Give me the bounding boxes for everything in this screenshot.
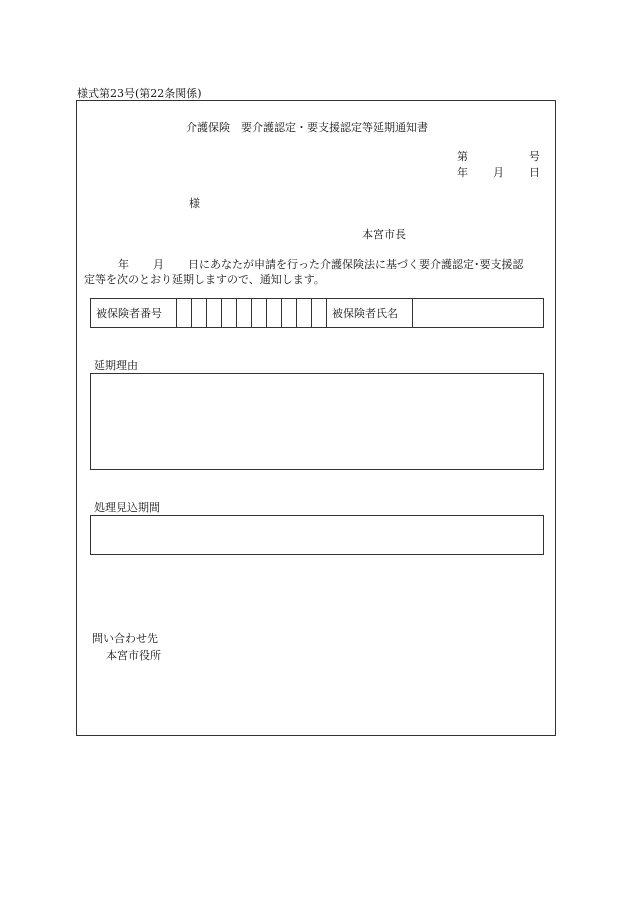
number-suffix: 号 (529, 150, 540, 163)
form-number: 様式第23号(第22条関係) (77, 87, 202, 100)
body-year-label: 年 (118, 258, 129, 271)
body-text: 日にあなたが申請を行った介護保険法に基づく要介護認定･要支援認 (188, 258, 524, 271)
reason-field[interactable] (90, 373, 544, 470)
contact-office: 本宮市役所 (106, 649, 161, 662)
body-month-label: 月 (153, 258, 164, 271)
insured-number-label: 被保険者番号 (91, 299, 177, 328)
insured-number-digit-cell[interactable] (252, 299, 267, 328)
insured-number-digit-cell[interactable] (222, 299, 237, 328)
insured-number-digit-cell[interactable] (312, 299, 327, 328)
issuer-name: 本宮市長 (362, 228, 406, 241)
notice-body-line-2: 定等を次のとおり延期しますので、通知します。 (84, 273, 325, 286)
insured-number-digit-cell[interactable] (282, 299, 297, 328)
addressee-suffix: 様 (189, 197, 200, 210)
insured-name-field[interactable] (413, 299, 544, 328)
reason-label: 延期理由 (94, 359, 138, 372)
insured-number-digit-cell[interactable] (192, 299, 207, 328)
date-day-label: 日 (529, 166, 540, 179)
insured-number-digit-cell[interactable] (297, 299, 312, 328)
insured-info-table (90, 298, 544, 328)
insured-name-label: 被保険者氏名 (327, 299, 413, 328)
date-month-label: 月 (493, 166, 504, 179)
insured-number-digit-cell[interactable] (237, 299, 252, 328)
document-title: 介護保険 要介護認定・要支援認定等延期通知書 (186, 121, 428, 134)
processing-period-field[interactable] (90, 515, 544, 555)
insured-number-digit-cell[interactable] (207, 299, 222, 328)
number-prefix: 第 (457, 150, 468, 163)
date-year-label: 年 (457, 166, 468, 179)
notice-body-line-1 (118, 256, 524, 272)
insured-number-digit-cell[interactable] (177, 299, 192, 328)
processing-period-label: 処理見込期間 (94, 501, 160, 514)
insured-number-digit-cell[interactable] (267, 299, 282, 328)
contact-label: 問い合わせ先 (92, 632, 158, 645)
